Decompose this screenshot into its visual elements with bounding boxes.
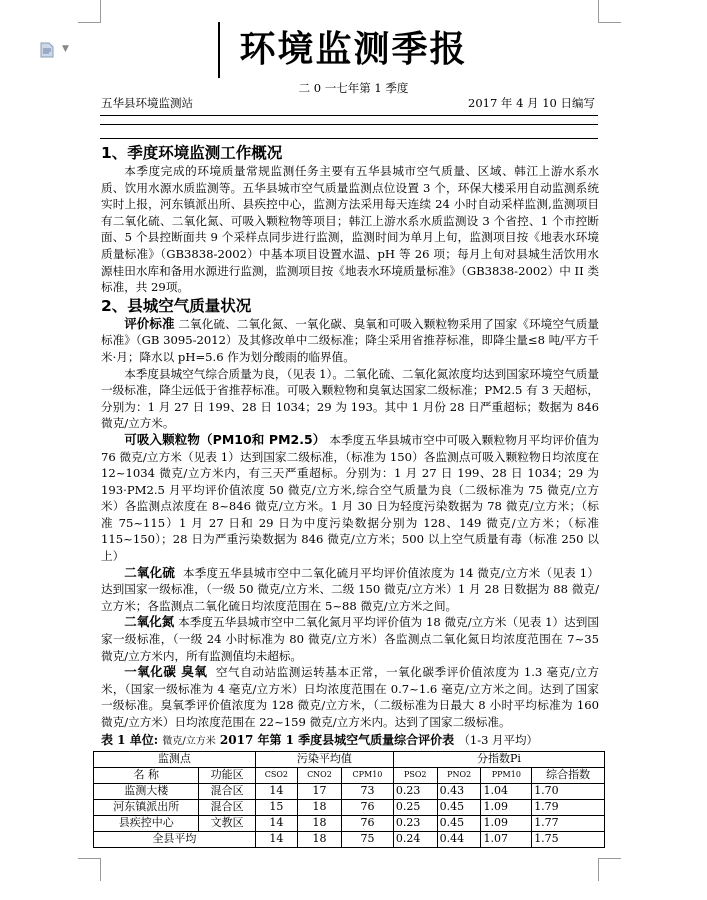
chevron-down-icon[interactable]: ▼: [62, 44, 69, 54]
paragraph: [101, 316, 599, 366]
table-cell: 1.70: [532, 783, 605, 799]
group-header: 污染平均值: [255, 751, 393, 767]
crop-mark-top-right: [598, 0, 621, 23]
function-zone: 混合区: [199, 783, 255, 799]
table-cell: 1.04: [481, 783, 532, 799]
table-cell: 18: [297, 799, 341, 815]
column-header: CPM10: [342, 767, 394, 783]
table-cell: 1.79: [532, 799, 605, 815]
paragraph: 本季度县城空气综合质量为良，（见表 1）。二氧化硫、二氧化氮浓度均达到国家环境空气质量一级标准，降尘远低于省推荐标准。可吸入颗粒物和臭氧达国家二级标准；PM2.5 有 3 天超标，分别为：1 月 27 日 199、28 日 1034；29 为 193。其中 1 月份 28 日严重超标；数据为 846 微克/立方米。: [101, 366, 599, 431]
table-cell: 15: [255, 799, 297, 815]
paragraph: [101, 614, 599, 664]
table-header-row: [94, 751, 605, 767]
table-cell: 0.23: [393, 783, 437, 799]
crop-mark-top-left: [78, 0, 101, 23]
divider: [100, 115, 598, 116]
column-header: CSO2: [255, 767, 297, 783]
table-cell: 14: [255, 815, 297, 831]
table-cell: 0.44: [437, 831, 481, 847]
column-header: 功能区: [199, 767, 255, 783]
section-heading: 2、县城空气质量状况: [101, 296, 252, 315]
group-header: 监测点: [94, 751, 256, 767]
column-header: PPM10: [481, 767, 532, 783]
table-cell: 0.25: [393, 799, 437, 815]
table-cell: 73: [342, 783, 394, 799]
function-zone: 文教区: [199, 815, 255, 831]
table-cell: 0.43: [437, 783, 481, 799]
table-cell: 1.07: [481, 831, 532, 847]
table-cell: 1.09: [481, 799, 532, 815]
table-cell: 14: [255, 783, 297, 799]
table-cell: 17: [297, 783, 341, 799]
station-name: 县疾控中心: [94, 815, 199, 831]
column-header: 名 称: [94, 767, 199, 783]
table-caption: [101, 731, 599, 751]
organization-name: 五华县环境监测站: [101, 96, 193, 110]
compile-date: 2017 年 4 月 10 日编写: [468, 96, 595, 110]
paragraph: [101, 565, 599, 615]
table-cell: 0.24: [393, 831, 437, 847]
total-label: 全县平均: [94, 831, 256, 847]
table-cell: 0.45: [437, 799, 481, 815]
paragraph: [101, 664, 599, 730]
group-header: 分指数Pi: [393, 751, 604, 767]
table-total-row: [94, 831, 605, 847]
paragraph-text: 本季度五华县城市空中二氧化氮月平均评价值为 18 微克/立方米（见表 1）达到国家一级标准，（一级 24 小时标准为 80 微克/立方米）各监测点二氧化氮日均浓度范围在 7~35 微克/立方米内，所有监测值均未超标。: [101, 615, 600, 663]
table-cell: 75: [342, 831, 394, 847]
table-cell: 0.45: [437, 815, 481, 831]
table-header-row: [94, 767, 605, 783]
station-name: 河东镇派出所: [94, 799, 199, 815]
table-row: [94, 815, 605, 831]
caption-prefix: 表 1 单位:: [101, 732, 159, 747]
crop-mark-bottom-right: [598, 858, 621, 881]
table-cell: 18: [297, 815, 341, 831]
table-cell: 18: [297, 831, 341, 847]
caption-range: （1-3 月平均）: [458, 732, 539, 747]
paragraph-text: 本季度五华县城市空中可吸入颗粒物月平均评价值为 76 微克/立方米（见表 1）达到国家二级标准，（标准为 150）各监测点可吸入颗粒物日均浓度在 12~1034 微克/立方米内，有三天严重超标。分别为：1 月 27 日 199、28 日 1034；29 为 193·PM2.5 月平均评价值浓度 50 微克/立方米,综合空气质量为良（二级标准为 75 微克/立方米）各监测点浓度在 8~846 微克/立方米。1 月 30 日为轻度污染数据为 78 微克/立方米；（标准 75~115）1 月 27 日和 29 日为中度污染数据分别为 128、149 微克/立方米；（标准 115~150）；28 日为严重污染数据为 846 微克/立方米；500 以上空气质量有毒（标准 250 以上）: [101, 432, 599, 564]
section-heading: 1、季度环境监测工作概况: [101, 144, 283, 162]
caption-title: 2017 年第 1 季度县城空气质量综合评价表: [219, 732, 455, 747]
table-cell: 76: [342, 799, 394, 815]
air-quality-table: [93, 751, 605, 848]
paragraph: [101, 432, 599, 565]
station-name: 监测大楼: [94, 783, 199, 799]
paragraph-text: 本季度五华县城市空中二氧化硫月平均评价值浓度为 14 微克/立方米（见表 1）达到国家一级标准，（一级 50 微克/立方米、二级 150 微克/立方米）1 月 28 日数据为 88 微克/立方米；各监测点二氧化硫日均浓度范围在 5~88 微克/立方米之间。: [101, 565, 599, 613]
table-cell: 1.75: [532, 831, 605, 847]
function-zone: 混合区: [199, 799, 255, 815]
issue-subtitle: 二 0 一七年第 1 季度: [298, 81, 409, 95]
document-body: [101, 143, 599, 848]
run-in-heading: 二氧化氮: [124, 614, 175, 630]
page-title: 环境监测季报: [239, 29, 468, 70]
table-cell: 76: [342, 815, 394, 831]
table-cell: 0.23: [393, 815, 437, 831]
column-header: 综合指数: [532, 767, 605, 783]
run-in-heading: 评价标准: [124, 315, 175, 331]
caption-unit: 微克/立方米: [162, 735, 216, 747]
column-header: PSO2: [393, 767, 437, 783]
divider: [100, 124, 598, 125]
divider: [100, 138, 598, 139]
table-row: [94, 799, 605, 815]
column-header: PNO2: [437, 767, 481, 783]
run-in-heading: 一氧化碳 臭氧: [124, 664, 208, 680]
crop-mark-bottom-left: [78, 858, 101, 881]
table-cell: 1.77: [532, 815, 605, 831]
table-row: [94, 783, 605, 799]
paragraph-text: 空气自动站监测运转基本正常，一氧化碳季评价值浓度为 1.3 毫克/立方米，（国家一级标准为 4 毫克/立方米）日均浓度范围在 0.7~1.6 毫克/立方米之间。达到了国家一级标准。臭氧季评价值浓度为 128 微克/立方米，（二级标准为日最大 8 小时平均标准为 160 微克/立方米）日均浓度范围在 22~159 微克/立方米内。达到了国家二级标准。: [101, 665, 600, 729]
run-in-heading: 二氧化硫: [124, 564, 176, 580]
paragraph-text: 二氧化硫、二氧化氮、一氧化碳、臭氧和可吸入颗粒物采用了国家《环境空气质量标准》（GB 3095-2012）及其修改单中二级标准；降尘采用省推荐标准，即降尘量≤8 吨/平方千米·月；降水以 pH=5.6 作为划分酸雨的临界值。: [101, 316, 599, 364]
column-header: CNO2: [297, 767, 341, 783]
run-in-heading: 可吸入颗粒物（PM10和 PM2.5）: [124, 431, 326, 447]
table-cell: 1.09: [481, 815, 532, 831]
table-cell: 14: [255, 831, 297, 847]
paragraph: 本季度完成的环境质量常规监测任务主要有五华县城市空气质量、区域、韩江上游水系水质、饮用水源水质监测等。五华县城市空气质量监测点位设置 3 个，环保大楼采用自动监测系统实时上报，河东镇派出所、县疾控中心，监测方法采用每天连续 24 小时自动采样监测,监测项目有二氧化硫、二氧化氮、可吸入颗粒物等项目；韩江上游水系水质监测设 3 个省控、1 个市控断面、5 个县控断面共 9 个采样点同步进行监测，监测时间为单月上旬，监测项目按《地表水环境质量标准》（GB3838-2002）中基本项目设置水温、pH 等 26 项；每月上旬对县城生活饮用水源桂田水库和备用水源进行监测，监测项目按《地表水环境质量标准》（GB3838-2002）中 II 类标准，共 29项。: [101, 164, 599, 295]
